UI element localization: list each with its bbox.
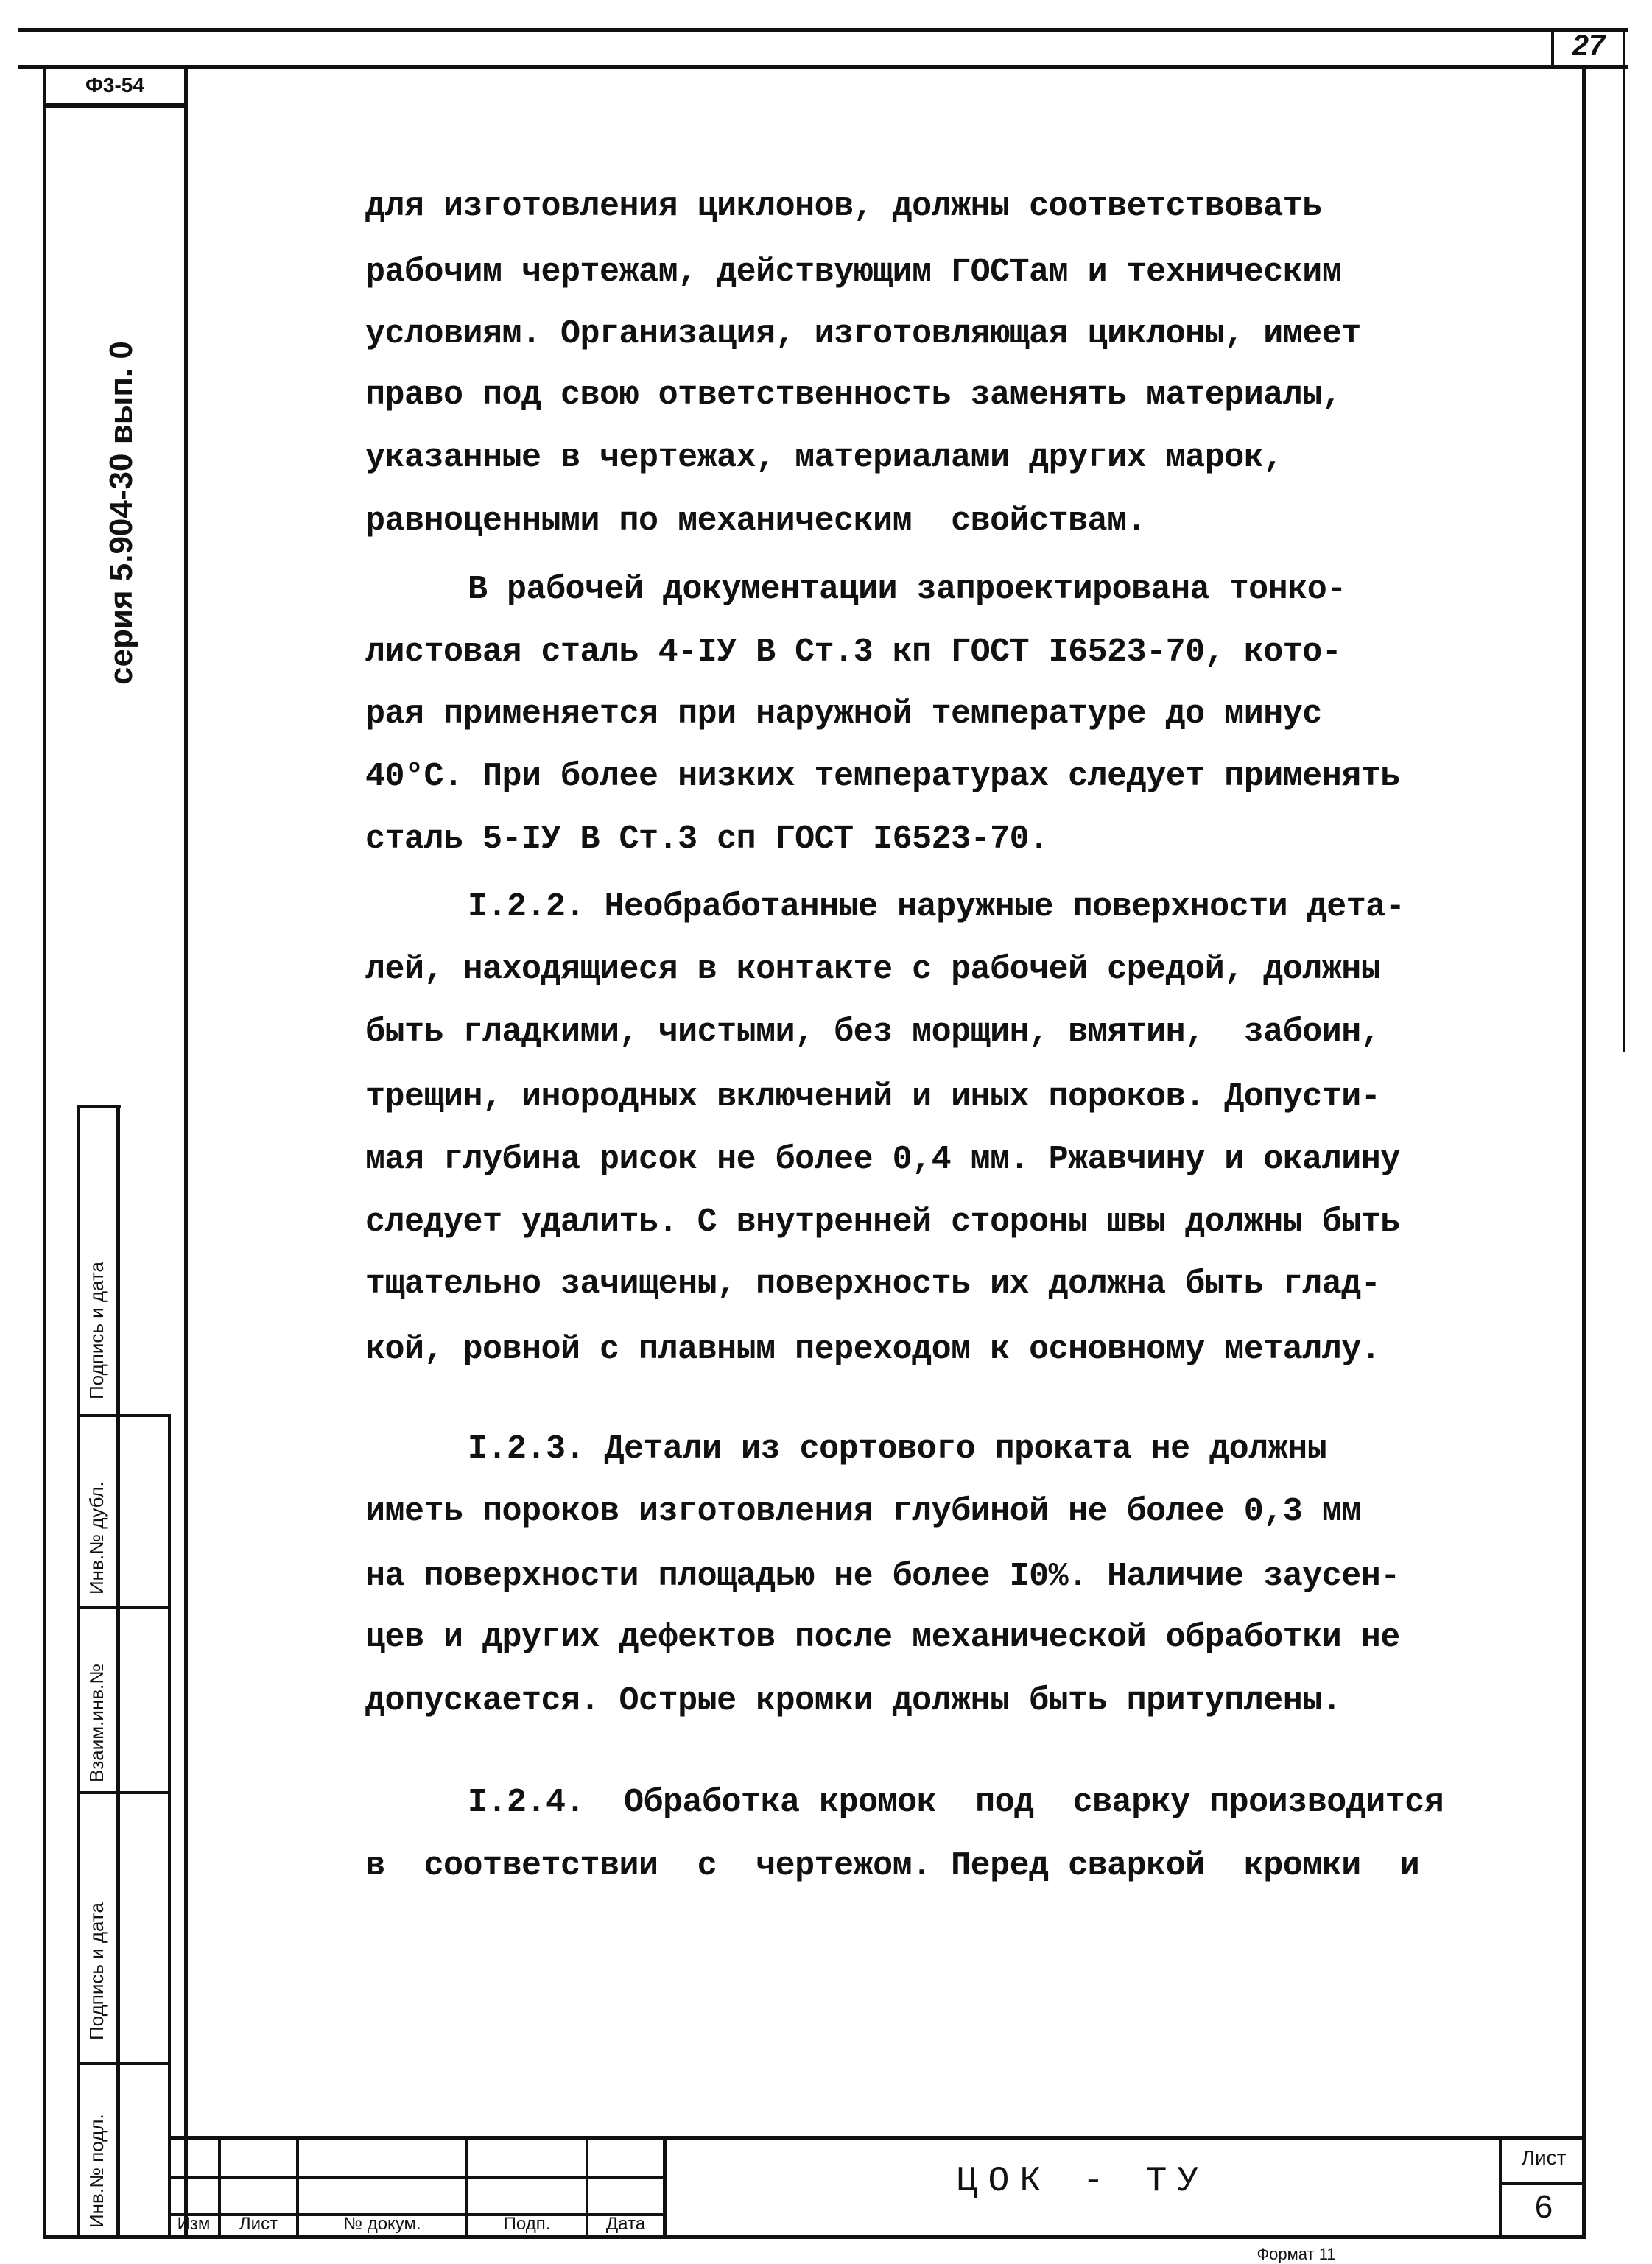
body-line: указанные в чертежах, материалами других марок,: [365, 439, 1283, 477]
col-label-izm: Изм: [177, 2214, 211, 2234]
body-line: в соответствии с чертежом. Перед сваркой кромки и: [365, 1847, 1420, 1885]
stamp-label: Инв.№ дубл.: [85, 1481, 108, 1595]
stamp-row-line: [77, 1105, 121, 1108]
body-line: I.2.2. Необработанные наружные поверхности дета-: [468, 888, 1405, 926]
stamp-row-line: [77, 1791, 171, 1794]
body-line: мая глубина рисок не более 0,4 мм. Ржавчину и окалину: [365, 1141, 1400, 1178]
body-line: допускается. Острые кромки должны быть притуплены.: [365, 1682, 1342, 1720]
stamp-row-line: [77, 1606, 171, 1609]
frame-second-line: [18, 65, 1628, 69]
body-line: I.2.3. Детали из сортового проката не должны: [468, 1430, 1327, 1468]
page-number-top: 27: [1572, 29, 1606, 62]
body-line: сталь 5-IУ В Ст.3 сп ГОСТ I6523-70.: [365, 820, 1049, 858]
body-line: В рабочей документации запроектирована тонко-: [468, 571, 1346, 608]
form-code: Ф3-54: [85, 74, 144, 96]
sheet-box-left: [1499, 2136, 1502, 2237]
body-line: быть гладкими, чистыми, без морщин, вмятин, забоин,: [365, 1013, 1381, 1051]
page-number-box-left: [1551, 28, 1554, 68]
body-line: рая применяется при наружной температуре до минус: [365, 695, 1322, 733]
col-label-list: Лист: [239, 2214, 278, 2234]
body-line: иметь пороков изготовления глубиной не более 0,3 мм: [365, 1493, 1361, 1530]
body-line: равноценными по механическим свойствам.: [365, 502, 1147, 540]
stamp-row-line: [77, 1414, 171, 1417]
sheet-label: Лист: [1521, 2146, 1567, 2169]
frame-left-outer: [43, 65, 46, 2239]
body-line: тщательно зачищены, поверхность их должна быть глад-: [365, 1265, 1381, 1303]
body-line: следует удалить. С внутренней стороны швы должны быть: [365, 1203, 1400, 1241]
body-line: листовая сталь 4-IУ В Ст.3 кп ГОСТ I6523-70, кото-: [365, 633, 1342, 671]
title-row-line: [168, 2176, 665, 2179]
col-label-date: Дата: [605, 2214, 646, 2234]
stamp-label: Инв.№ подл.: [85, 2114, 108, 2228]
stamp-label: Взаим.инв.№: [85, 1663, 108, 1782]
body-line: для изготовления циклонов, должны соответствовать: [365, 188, 1322, 225]
frame-top-line: [18, 28, 1628, 32]
body-line: 40°С. При более низких температурах следует применять: [365, 758, 1400, 795]
frame-outer-right: [1623, 28, 1625, 1052]
col-label-doc: № докум.: [343, 2214, 421, 2234]
sheet-number: 6: [1534, 2189, 1553, 2225]
body-line: рабочим чертежам, действующим ГОСТам и техническим: [365, 253, 1342, 291]
series-label: серия 5.904-30 вып. 0: [103, 341, 139, 685]
stamp-inner: [168, 1414, 171, 2235]
body-line: право под свою ответственность заменять материалы,: [365, 376, 1342, 414]
body-line: I.2.4. Обработка кромок под сварку производится: [468, 1784, 1444, 1821]
body-line: условиям. Организация, изготовляющая циклоны, имеет: [365, 315, 1361, 353]
body-line: лей, находящиеся в контакте с рабочей средой, должны: [365, 951, 1381, 988]
stamp-row-line: [77, 2062, 171, 2065]
stamp-left-line: [77, 1105, 80, 2235]
form-code-box-bottom: [43, 103, 187, 108]
stamp-divider: [116, 1105, 120, 2235]
sheet-box-mid: [1499, 2182, 1586, 2185]
format-label: Формат 11: [1256, 2245, 1336, 2263]
frame-main-right: [1582, 65, 1586, 2237]
body-line: кой, ровной с плавным переходом к основному металлу.: [365, 1331, 1381, 1368]
title-block-top: [168, 2136, 1586, 2140]
document-designation: ЦОК - ТУ: [956, 2162, 1209, 2201]
stamp-label: Подпись и дата: [85, 1902, 108, 2040]
frame-bottom-line: [43, 2235, 1586, 2239]
body-line: цев и других дефектов после механической обработки не: [365, 1619, 1400, 1656]
stamp-label: Подпись и дата: [85, 1261, 108, 1399]
col-label-sign: Подп.: [503, 2214, 551, 2234]
body-line: трещин, инородных включений и иных пороков. Допусти-: [365, 1078, 1381, 1116]
body-line: на поверхности площадью не более I0%. Наличие заусен-: [365, 1558, 1400, 1595]
frame-main-left: [184, 65, 188, 2237]
